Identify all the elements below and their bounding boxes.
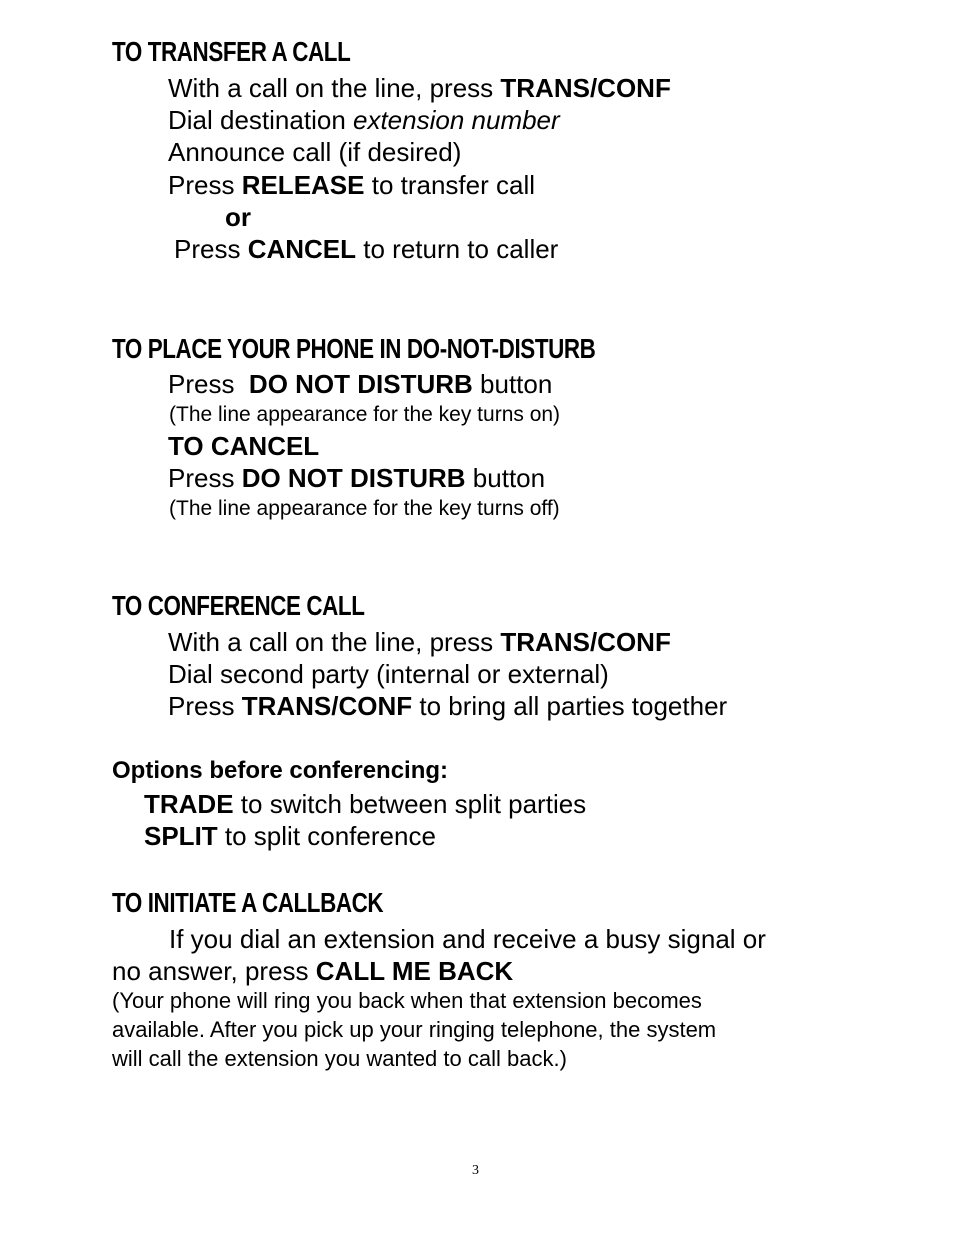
dnd-step-1-pre: Press bbox=[168, 369, 249, 399]
option-split bbox=[144, 823, 436, 849]
transfer-step-2-text: Dial destination bbox=[168, 105, 353, 135]
dnd-note-on: (The line appearance for the key turns on) bbox=[169, 403, 561, 426]
dnd-key: DO NOT DISTURB bbox=[248, 369, 473, 399]
split-key: SPLIT bbox=[144, 821, 218, 851]
options-heading: Options before conferencing: bbox=[112, 757, 449, 784]
transfer-step-4-post: to transfer call bbox=[364, 170, 536, 200]
callback-line-2 bbox=[112, 958, 513, 984]
conference-step-1 bbox=[168, 629, 671, 655]
conference-step-3 bbox=[168, 693, 727, 719]
callback-note-1: (Your phone will ring you back when that extension becomes bbox=[112, 988, 702, 1013]
trans-conf-key-conference: TRANS/CONF bbox=[500, 627, 671, 657]
trade-key: TRADE bbox=[144, 789, 234, 819]
dnd-step-1-post: button bbox=[472, 369, 553, 399]
conference-step-3-post: to bring all parties together bbox=[412, 691, 728, 721]
extension-number: extension number bbox=[353, 105, 560, 135]
heading-dnd: TO PLACE YOUR PHONE IN DO-NOT-DISTURB bbox=[112, 333, 596, 364]
dnd-key-cancel: DO NOT DISTURB bbox=[241, 463, 466, 493]
conference-step-3-pre: Press bbox=[168, 691, 242, 721]
heading-transfer: TO TRANSFER A CALL bbox=[112, 36, 351, 67]
transfer-step-4 bbox=[168, 172, 535, 198]
option-trade-text: to switch between split parties bbox=[233, 789, 587, 819]
callback-line-1: If you dial an extension and receive a busy signal or bbox=[169, 924, 766, 954]
transfer-step-5-pre: Press bbox=[174, 234, 248, 264]
option-trade bbox=[144, 791, 586, 817]
transfer-step-5-post: to return to caller bbox=[356, 234, 559, 264]
transfer-step-2 bbox=[168, 107, 560, 133]
dnd-step-1 bbox=[168, 371, 552, 397]
dnd-note-off: (The line appearance for the key turns off) bbox=[169, 497, 560, 520]
trans-conf-key-bring: TRANS/CONF bbox=[241, 691, 413, 721]
call-me-back-key: CALL ME BACK bbox=[315, 956, 514, 986]
transfer-or: or bbox=[225, 202, 251, 232]
option-split-text: to split conference bbox=[217, 821, 436, 851]
transfer-step-4-pre: Press bbox=[168, 170, 242, 200]
heading-conference: TO CONFERENCE CALL bbox=[112, 590, 365, 621]
conference-step-2: Dial second party (internal or external) bbox=[168, 659, 609, 689]
dnd-step-2-post: button bbox=[465, 463, 546, 493]
transfer-step-1-text: With a call on the line, press bbox=[168, 73, 501, 103]
heading-callback: TO INITIATE A CALLBACK bbox=[112, 887, 384, 918]
transfer-step-1 bbox=[168, 75, 671, 101]
dnd-step-2-pre: Press bbox=[168, 463, 242, 493]
release-key: RELEASE bbox=[241, 170, 365, 200]
callback-note-2: available. After you pick up your ringing telephone, the system bbox=[112, 1017, 717, 1042]
transfer-step-5 bbox=[174, 236, 558, 262]
trans-conf-key: TRANS/CONF bbox=[500, 73, 671, 103]
conference-step-1-text: With a call on the line, press bbox=[168, 627, 501, 657]
transfer-step-3: Announce call (if desired) bbox=[168, 137, 462, 167]
page-number: 3 bbox=[472, 1163, 479, 1178]
dnd-step-2 bbox=[168, 465, 545, 491]
callback-line-2-pre: no answer, press bbox=[112, 956, 316, 986]
dnd-cancel-heading: TO CANCEL bbox=[168, 431, 320, 461]
cancel-key: CANCEL bbox=[247, 234, 357, 264]
callback-note-3: will call the extension you wanted to call back.) bbox=[112, 1046, 567, 1071]
